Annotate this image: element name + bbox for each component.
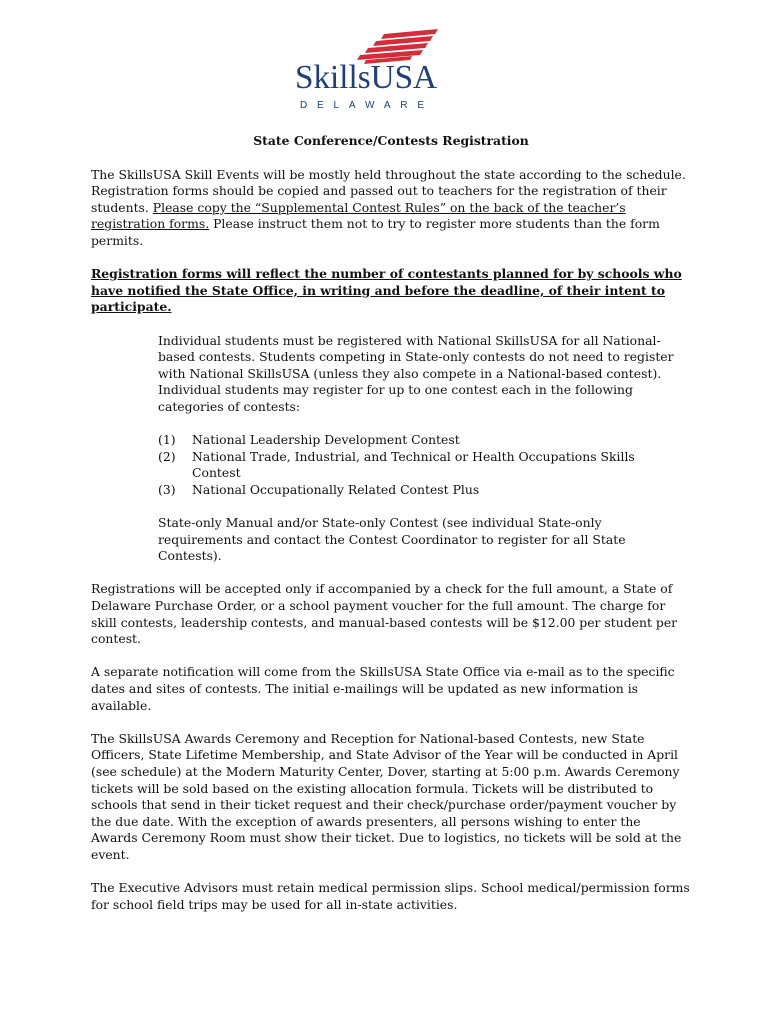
intro-paragraph bbox=[91, 167, 691, 250]
skillsusa-delaware-logo bbox=[292, 26, 442, 112]
list-item-text: National Leadership Development Contest bbox=[192, 432, 460, 448]
list-item-number: (2) bbox=[158, 448, 176, 464]
payment-paragraph: Registrations will be accepted only if accompanied by a check for the full amount, a State of Delaware Purchase Order, or a school payment voucher for the full amount. The charge for skill contests, leadership contests, and manual-based contests will be $12.00 per student per contest. bbox=[91, 581, 678, 647]
list-item-text: National Trade, Industrial, and Technical or Health Occupations Skills Contest bbox=[192, 448, 635, 481]
document-title: State Conference/Contests Registration bbox=[253, 133, 529, 148]
awards-ceremony-paragraph: The SkillsUSA Awards Ceremony and Reception for National-based Contests, new State Officers, State Lifetime Membership, and State Advisor of the Year will be conducted in April (see schedule) at the Modern Maturity Center, Dover, starting at 5:00 p.m. Awards Ceremony tickets will be sold based on the existing allocation formula. Tickets will be distributed to schools that send in their ticket request and their check/purchase order/payment voucher by the due date. With the exception of awards presenters, all persons wishing to enter the Awards Ceremony Room must show their ticket. Due to logistics, no tickets will be sold at the event. bbox=[91, 730, 682, 862]
list-item bbox=[158, 482, 683, 499]
logo-graphic bbox=[292, 26, 442, 112]
list-item bbox=[158, 449, 683, 482]
supplemental-rules-instruction: Please copy the “Supplemental Contest Rules” on the back of the teacher’s registration forms. bbox=[91, 199, 626, 232]
contest-category-list bbox=[158, 432, 683, 498]
medical-permission-paragraph: The Executive Advisors must retain medical permission slips. School medical/permission forms for school field trips may be used for all in-state activities. bbox=[91, 880, 690, 912]
intro-text-continued: Please instruct them not to try to register more students than the form permits. bbox=[91, 216, 660, 248]
intro-text: The SkillsUSA Skill Events will be mostly held throughout the state according to the schedule. Registration forms should be copied and passed out to teachers for the registration of their students. bbox=[91, 166, 686, 215]
registration-notice: Registration forms will reflect the number of contestants planned for by schools who have notified the State Office, in writing and before the deadline, of their intent to participate. bbox=[91, 266, 682, 315]
logo-region-text: DELAWARE bbox=[300, 100, 432, 111]
individual-registration-paragraph: Individual students must be registered with National SkillsUSA for all National-based contests. Students competing in State-only contests do not need to register with National SkillsUSA (unless they also compete in a National-based contest). Individual students may register for up to one contest each in the following categories of contests: bbox=[158, 332, 674, 414]
state-only-paragraph: State-only Manual and/or State-only Contest (see individual State-only requirements and contact the Contest Coordinator to register for all State Contests). bbox=[158, 515, 626, 564]
list-item-text: National Occupationally Related Contest Plus bbox=[192, 481, 480, 497]
list-item bbox=[158, 432, 683, 449]
list-item-number: (3) bbox=[158, 481, 176, 497]
notification-paragraph: A separate notification will come from the SkillsUSA State Office via e-mail as to the specific dates and sites of contests. The initial e-mailings will be updated as new information is available. bbox=[91, 664, 675, 713]
logo-brand-text: SkillsUSA bbox=[295, 59, 438, 96]
list-item-number: (1) bbox=[158, 432, 176, 448]
document-body bbox=[91, 133, 691, 930]
